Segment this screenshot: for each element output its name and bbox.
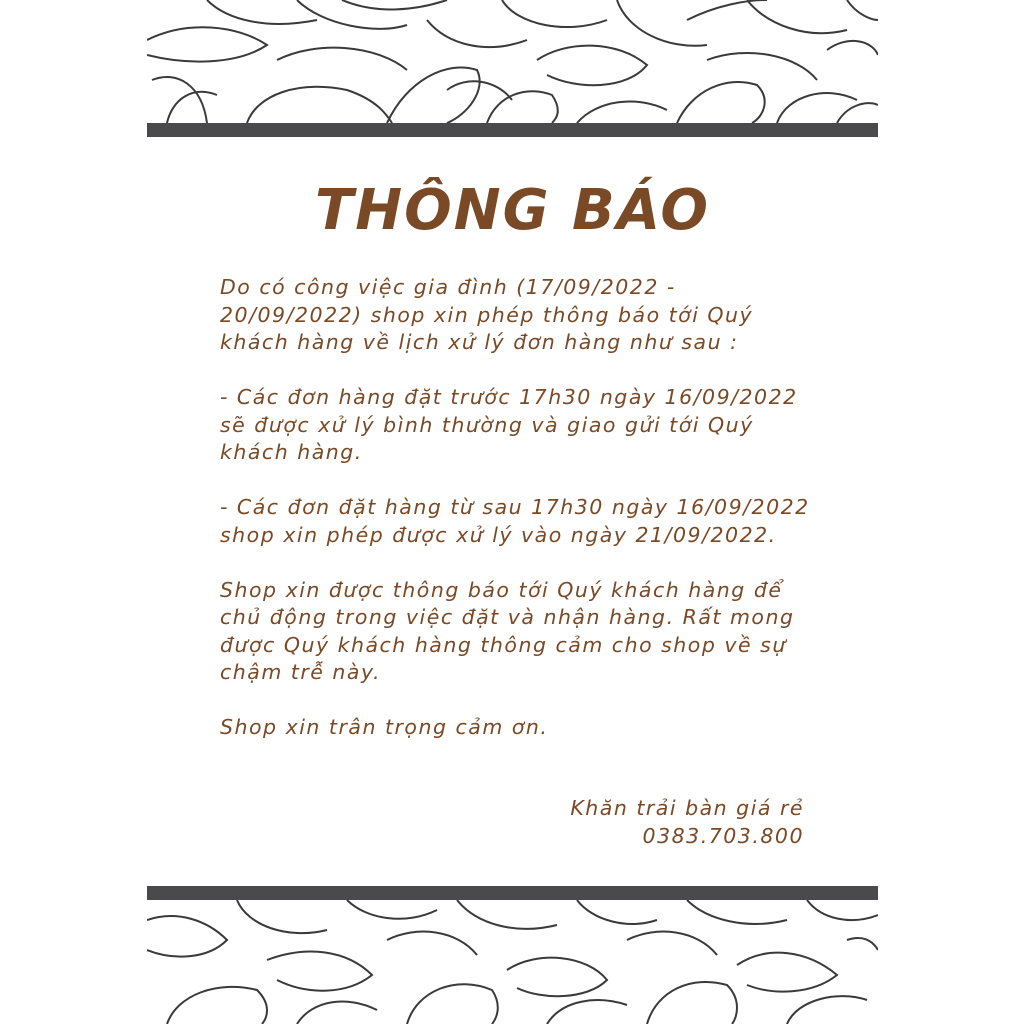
notice-poster [147, 0, 878, 1024]
leaf-pattern-icon [147, 900, 878, 1024]
notice-body [220, 274, 820, 742]
leaf-pattern-icon [147, 0, 878, 123]
bottom-divider-bar [147, 886, 878, 900]
notice-paragraph: Do có công việc gia đình (17/09/2022 - 20/09/2022) shop xin phép thông báo tới Quý khách hàng về lịch xử lý đơn hàng như sau : [220, 275, 754, 354]
notice-paragraph: - Các đơn đặt hàng từ sau 17h30 ngày 16/09/2022 shop xin phép được xử lý vào ngày 21/09/2022. [220, 495, 810, 547]
notice-paragraph: Shop xin trân trọng cảm ơn. [220, 715, 549, 739]
bottom-leaf-pattern [147, 900, 878, 1024]
shop-phone: 0383.703.800 [642, 823, 804, 848]
shop-name: Khăn trải bàn giá rẻ [570, 796, 804, 820]
notice-paragraph: Shop xin được thông báo tới Quý khách hàng để chủ động trong việc đặt và nhận hàng. Rất mong được Quý khách hàng thông cảm cho shop về sự chậm trễ này. [220, 577, 795, 684]
top-divider-bar [147, 123, 878, 137]
top-leaf-pattern [147, 0, 878, 123]
notice-paragraph: - Các đơn hàng đặt trước 17h30 ngày 16/09/2022 sẽ được xử lý bình thường và giao gửi tới Quý khách hàng. [220, 385, 798, 464]
signature-block [570, 795, 804, 850]
notice-title: THÔNG BÁO [315, 178, 710, 243]
